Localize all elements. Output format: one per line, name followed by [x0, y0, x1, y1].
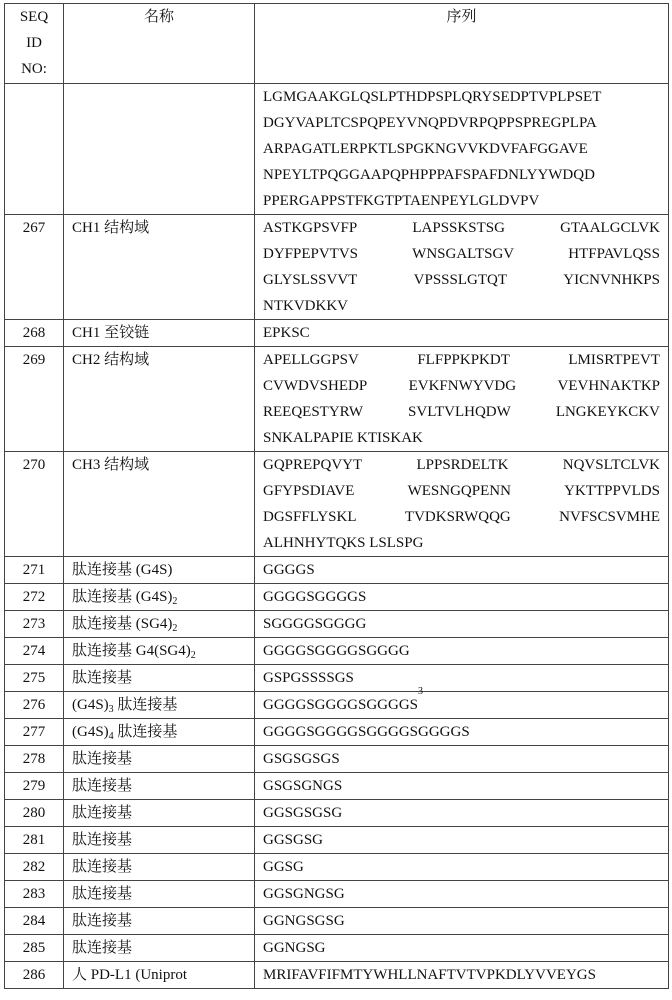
seq-id-cell: 272 [5, 584, 64, 611]
name-text: CH2 结构域 [72, 352, 150, 368]
seq-id-cell [5, 84, 64, 215]
seq-id-cell: 270 [5, 452, 64, 557]
name-cell [64, 665, 255, 692]
sequence-segment: GGSGNGSG [263, 886, 345, 902]
header-seq-id-line: NO: [21, 61, 47, 77]
sequence-segment: GGSGSG [263, 832, 324, 848]
sequence-segment: GGNGSG [263, 940, 326, 956]
sequence-segment: EVKFNWYVDG [408, 378, 517, 394]
sequence-segment: NVFSCSVMHE [559, 509, 660, 525]
name-cell [64, 827, 255, 854]
sequence-line [263, 638, 660, 664]
sequence-segment: TVDKSRWQQG [404, 509, 511, 525]
table-row [5, 962, 669, 989]
sequence-segment: LNGKEYKCKV [555, 404, 660, 420]
sequence-segment: REEQESTYRW [263, 404, 363, 420]
sequence-line [263, 215, 660, 241]
name-text: 肽连接基 (G4S) [72, 562, 173, 578]
sequence-line [263, 935, 660, 961]
table-body [5, 84, 669, 989]
sequence-line [263, 136, 660, 162]
name-cell [64, 908, 255, 935]
sequence-segment: WESNGQPENN [407, 483, 511, 499]
name-cell [64, 347, 255, 452]
sequence-cell [255, 347, 669, 452]
sequence-segment: GGSG [263, 859, 304, 875]
name-text: 肽连接基 [72, 913, 133, 929]
name-subscript: 2 [190, 650, 196, 661]
seq-id-cell: 277 [5, 719, 64, 746]
table-row [5, 746, 669, 773]
sequence-line [263, 425, 660, 451]
table-row [5, 908, 669, 935]
sequence-line [263, 719, 660, 745]
name-cell [64, 320, 255, 347]
sequence-line [263, 854, 660, 880]
table-row [5, 347, 669, 452]
header-seq-id-line: ID [26, 35, 42, 51]
sequence-line [263, 188, 660, 214]
sequence-segment: HTFPAVLQSS [568, 246, 660, 262]
sequence-segment: GGNGSGSG [263, 913, 345, 929]
seq-id-cell: 276 [5, 692, 64, 719]
table-row [5, 827, 669, 854]
sequence-cell [255, 686, 669, 719]
sequence-line [263, 746, 660, 772]
seq-id-cell: 275 [5, 665, 64, 692]
seq-id-cell: 279 [5, 773, 64, 800]
seq-id-cell: 268 [5, 320, 64, 347]
sequence-cell [255, 881, 669, 908]
sequence-cell [255, 611, 669, 638]
sequence-segment: GTAALGCLVK [560, 220, 660, 236]
sequence-table [4, 3, 669, 989]
name-cell [64, 719, 255, 746]
name-text: 肽连接基 [72, 805, 133, 821]
name-cell [64, 584, 255, 611]
sequence-segment: EPKSC [263, 325, 310, 341]
seq-id-cell: 286 [5, 962, 64, 989]
seq-id-cell: 284 [5, 908, 64, 935]
sequence-segment: VEVHNAKTKP [557, 378, 660, 394]
sequence-line [263, 347, 660, 373]
sequence-segment: GGGGSGGGGSGGGGS [263, 697, 419, 713]
header-sequence: 序列 [255, 4, 669, 84]
sequence-segment: SGGGGSGGGG [263, 616, 367, 632]
sequence-segment: SNKALPAPIE KTISKAK [263, 430, 423, 446]
seq-id-cell: 269 [5, 347, 64, 452]
name-cell [64, 452, 255, 557]
sequence-line [263, 908, 660, 934]
sequence-subscript: 3 [418, 686, 424, 697]
sequence-segment: YKTTPPVLDS [564, 483, 660, 499]
name-cell [64, 692, 255, 719]
table-row [5, 557, 669, 584]
sequence-cell [255, 962, 669, 989]
sequence-cell [255, 320, 669, 347]
seq-id-cell: 281 [5, 827, 64, 854]
sequence-cell [255, 935, 669, 962]
seq-id-cell: 285 [5, 935, 64, 962]
seq-id-cell: 282 [5, 854, 64, 881]
name-text: 肽连接基 [72, 670, 133, 686]
sequence-line [263, 827, 660, 853]
sequence-segment: GSGSGSGS [263, 751, 340, 767]
sequence-segment: LGMGAAKGLQSLPTHDPSPLQRYSEDPTVPLPSET [263, 89, 602, 105]
sequence-segment: GGGGS [263, 562, 315, 578]
sequence-segment: ASTKGPSVFP [263, 220, 358, 236]
name-suffix: 肽连接基 [113, 724, 178, 740]
name-subscript: 4 [108, 731, 114, 742]
sequence-line [263, 110, 660, 136]
sequence-line [263, 373, 660, 399]
sequence-line [263, 320, 660, 346]
sequence-line [263, 800, 660, 826]
sequence-segment: PPERGAPPSTFKGTPTAENPEYLGLDVPV [263, 193, 540, 209]
name-text: 肽连接基 (G4S) [72, 589, 173, 605]
table-row [5, 881, 669, 908]
seq-id-cell: 280 [5, 800, 64, 827]
name-subscript: 3 [108, 704, 114, 715]
sequence-cell [255, 773, 669, 800]
name-text: 肽连接基 [72, 859, 133, 875]
sequence-segment: GGGGSGGGGSGGGG [263, 643, 410, 659]
name-text: 人 PD-L1 (Uniprot [72, 967, 187, 983]
table-row [5, 692, 669, 719]
name-cell [64, 935, 255, 962]
sequence-line [263, 478, 660, 504]
sequence-cell [255, 215, 669, 320]
name-cell [64, 854, 255, 881]
sequence-line [263, 611, 660, 637]
sequence-line [263, 773, 660, 799]
seq-id-cell: 267 [5, 215, 64, 320]
sequence-cell [255, 452, 669, 557]
table-row [5, 452, 669, 557]
table-row [5, 584, 669, 611]
table-row [5, 638, 669, 665]
sequence-cell [255, 746, 669, 773]
name-text: CH1 至铰链 [72, 325, 150, 341]
sequence-segment: DGYVAPLTCSPQPEYVNQPDVRPQPPSPREGPLPA [263, 115, 597, 131]
sequence-cell [255, 719, 669, 746]
name-cell [64, 638, 255, 665]
table-row [5, 935, 669, 962]
table-row [5, 215, 669, 320]
sequence-cell [255, 638, 669, 665]
sequence-line [263, 267, 660, 293]
sequence-segment: GFYPSDIAVE [263, 483, 355, 499]
table-row [5, 773, 669, 800]
sequence-cell [255, 84, 669, 215]
sequence-segment: YICNVNHKPS [563, 272, 660, 288]
name-text: 肽连接基 [72, 886, 133, 902]
name-text: 肽连接基 [72, 940, 133, 956]
sequence-segment: NQVSLTCLVK [562, 457, 660, 473]
table-row [5, 719, 669, 746]
name-text: 肽连接基 [72, 778, 133, 794]
sequence-segment: LMISRTPEVT [568, 352, 660, 368]
name-cell [64, 215, 255, 320]
sequence-segment: DYFPEPVTVS [263, 246, 359, 262]
name-text: (G4S) [72, 724, 109, 740]
seq-id-cell: 283 [5, 881, 64, 908]
table-row [5, 665, 669, 692]
name-cell [64, 881, 255, 908]
sequence-segment: GLYSLSSVVT [263, 272, 358, 288]
sequence-segment: GSGSGNGS [263, 778, 343, 794]
table-row [5, 84, 669, 215]
sequence-segment: LPPSRDELTK [416, 457, 509, 473]
sequence-line [263, 665, 660, 691]
sequence-segment: NPEYLTPQGGAAPQPHPPPAFSPAFDNLYYWDQD [263, 167, 595, 183]
sequence-segment: LAPSSKSTSG [412, 220, 505, 236]
sequence-segment: FLFPPKPKDT [417, 352, 510, 368]
sequence-cell [255, 584, 669, 611]
sequence-segment: GQPREPQVYT [263, 457, 363, 473]
sequence-line [263, 584, 660, 610]
header-seq-id-line: SEQ [19, 9, 49, 25]
sequence-segment: VPSSSLGTQT [413, 272, 507, 288]
name-subscript: 2 [172, 623, 178, 634]
sequence-segment: WNSGALTSGV [412, 246, 515, 262]
sequence-segment: CVWDVSHEDP [263, 378, 368, 394]
sequence-segment: GGGGSGGGGSGGGGSGGGGS [263, 724, 470, 740]
sequence-line [263, 881, 660, 907]
sequence-segment: SVLTVLHQDW [408, 404, 511, 420]
sequence-segment: ALHNHYTQKS LSLSPG [263, 535, 424, 551]
seq-id-cell: 271 [5, 557, 64, 584]
table-row [5, 611, 669, 638]
sequence-segment: MRIFAVFIFMTYWHLLNAFTVTVPKDLYVVEYGS [263, 967, 596, 983]
sequence-line [263, 162, 660, 188]
sequence-line [263, 504, 660, 530]
name-subscript: 2 [172, 596, 178, 607]
sequence-cell [255, 827, 669, 854]
sequence-cell [255, 854, 669, 881]
name-text: 肽连接基 G4(SG4) [72, 643, 191, 659]
seq-id-cell: 273 [5, 611, 64, 638]
name-cell [64, 557, 255, 584]
header-row [5, 4, 669, 84]
seq-id-cell: 278 [5, 746, 64, 773]
sequence-cell [255, 665, 669, 692]
sequence-segment: DGSFFLYSKL [263, 509, 357, 525]
sequence-line [263, 452, 660, 478]
name-cell [64, 84, 255, 215]
sequence-line [263, 84, 660, 110]
sequence-line [263, 557, 660, 583]
name-cell [64, 746, 255, 773]
sequence-line [263, 686, 660, 718]
table-row [5, 320, 669, 347]
header-seq-id [5, 4, 64, 84]
name-cell [64, 611, 255, 638]
sequence-line [263, 530, 660, 556]
sequence-segment: ARPAGATLERPKTLSPGKNGVVKDVFAFGGAVE [263, 141, 588, 157]
sequence-cell [255, 800, 669, 827]
sequence-line [263, 399, 660, 425]
name-cell [64, 800, 255, 827]
sequence-segment: GGGGSGGGGS [263, 589, 367, 605]
table-row [5, 800, 669, 827]
sequence-line [263, 293, 660, 319]
name-text: (G4S) [72, 697, 109, 713]
sequence-segment: GGSGSGSG [263, 805, 343, 821]
name-text: CH3 结构域 [72, 457, 150, 473]
name-text: 肽连接基 [72, 751, 133, 767]
name-text: 肽连接基 [72, 832, 133, 848]
name-text: CH1 结构域 [72, 220, 150, 236]
table-row [5, 854, 669, 881]
sequence-segment: NTKVDKKV [263, 298, 348, 314]
sequence-cell [255, 557, 669, 584]
sequence-cell [255, 908, 669, 935]
header-name: 名称 [64, 4, 255, 84]
sequence-line [263, 241, 660, 267]
sequence-segment: GSPGSSSSGS [263, 670, 354, 686]
name-suffix: 肽连接基 [113, 697, 178, 713]
sequence-segment: APELLGGPSV [263, 352, 359, 368]
sequence-line [263, 962, 660, 988]
seq-id-cell: 274 [5, 638, 64, 665]
name-text: 肽连接基 (SG4) [72, 616, 173, 632]
name-cell [64, 773, 255, 800]
name-cell [64, 962, 255, 989]
